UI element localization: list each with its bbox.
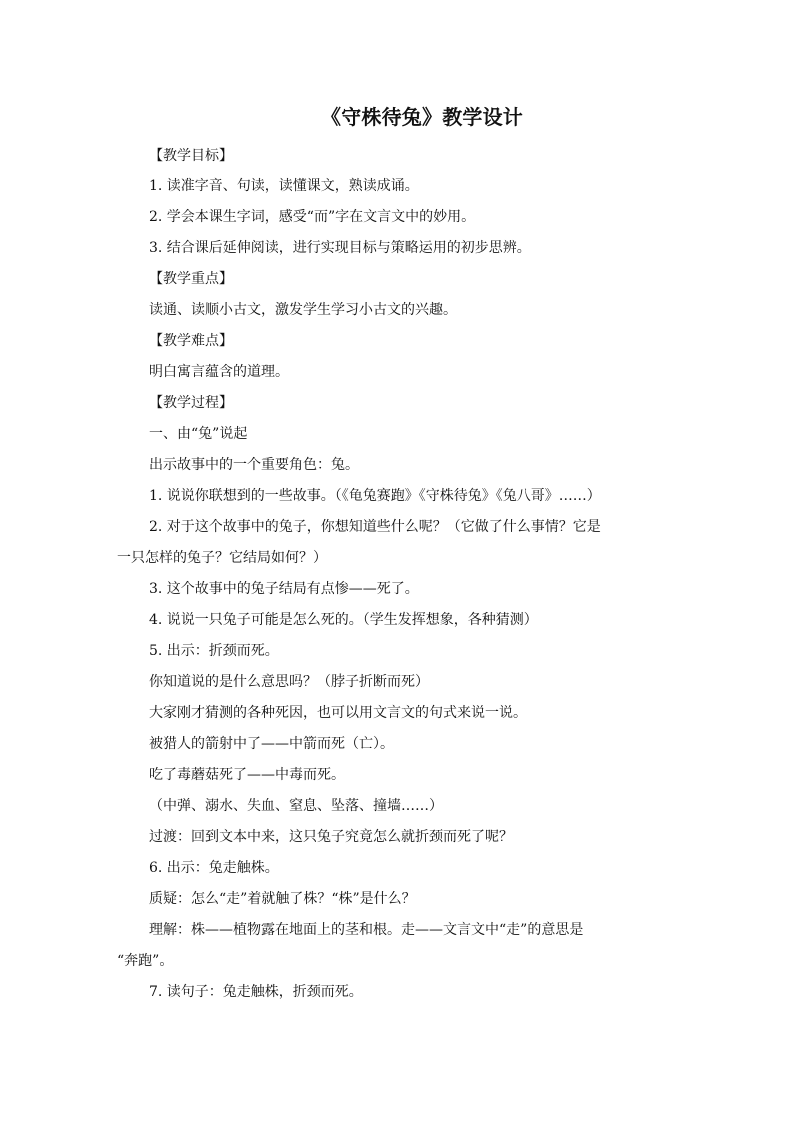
section-heading-process: 【教学过程】 — [149, 395, 233, 411]
key-points-text: 读通、读顺小古文，激发学生学习小古文的兴趣。 — [149, 302, 457, 318]
difficulties-text: 明白寓言蕴含的道理。 — [149, 364, 289, 380]
section-heading-difficulties: 【教学难点】 — [149, 333, 233, 349]
section-heading-key-points: 【教学重点】 — [149, 271, 233, 287]
meaning-question: 你知道说的是什么意思吗？（脖子折断而死） — [149, 674, 429, 690]
goal-item-2: 2. 学会本课生字词，感受“而”字在文言文中的妙用。 — [149, 209, 476, 225]
section-heading-teaching-goals: 【教学目标】 — [149, 148, 233, 164]
process-step-4: 4. 说说一只兔子可能是怎么死的。（学生发挥想象，各种猜测） — [149, 612, 538, 628]
example-poison: 吃了毒蘑菇死了——中毒而死。 — [149, 767, 345, 783]
example-list: （中弹、溺水、失血、窒息、坠落、撞墙……） — [149, 798, 443, 814]
process-step-7: 7. 读句子：兔走触株，折颈而死。 — [149, 984, 363, 1000]
explanation-line-1: 理解：株——植物露在地面上的茎和根。走——文言文中“走”的意思是 — [149, 922, 584, 938]
process-intro-text: 出示故事中的一个重要角色：兔。 — [149, 457, 359, 473]
question-text: 质疑：怎么“走”着就触了株？“株”是什么？ — [149, 891, 416, 907]
goal-item-3: 3. 结合课后延伸阅读，进行实现目标与策略运用的初步思辨。 — [149, 240, 531, 256]
process-step-1: 1. 说说你联想到的一些故事。（《龟兔赛跑》《守株待兔》《兔八哥》……） — [149, 488, 601, 504]
transition-text: 过渡：回到文本中来，这只兔子究竟怎么就折颈而死了呢？ — [149, 829, 513, 845]
process-step-3: 3. 这个故事中的兔子结局有点惨——死了。 — [149, 581, 419, 597]
process-step-2-line-2: 一只怎样的兔子？它结局如何？） — [117, 550, 327, 566]
goal-item-1: 1. 读准字音、句读，读懂课文，熟读成诵。 — [149, 178, 419, 194]
process-step-5: 5. 出示：折颈而死。 — [149, 643, 279, 659]
process-step-2-line-1: 2. 对于这个故事中的兔子，你想知道些什么呢？（它做了什么事情？它是 — [149, 519, 601, 535]
explanation-line-2: “奔跑”。 — [117, 953, 174, 969]
document-title: 《守株待兔》教学设计 — [321, 105, 523, 129]
sentence-pattern-prompt: 大家刚才猜测的各种死因，也可以用文言文的句式来说一说。 — [149, 705, 527, 721]
process-step-6: 6. 出示：兔走触株。 — [149, 860, 279, 876]
process-part-1-heading: 一、由“兔”说起 — [149, 426, 248, 442]
example-arrow: 被猎人的箭射中了——中箭而死（亡）。 — [149, 736, 394, 752]
